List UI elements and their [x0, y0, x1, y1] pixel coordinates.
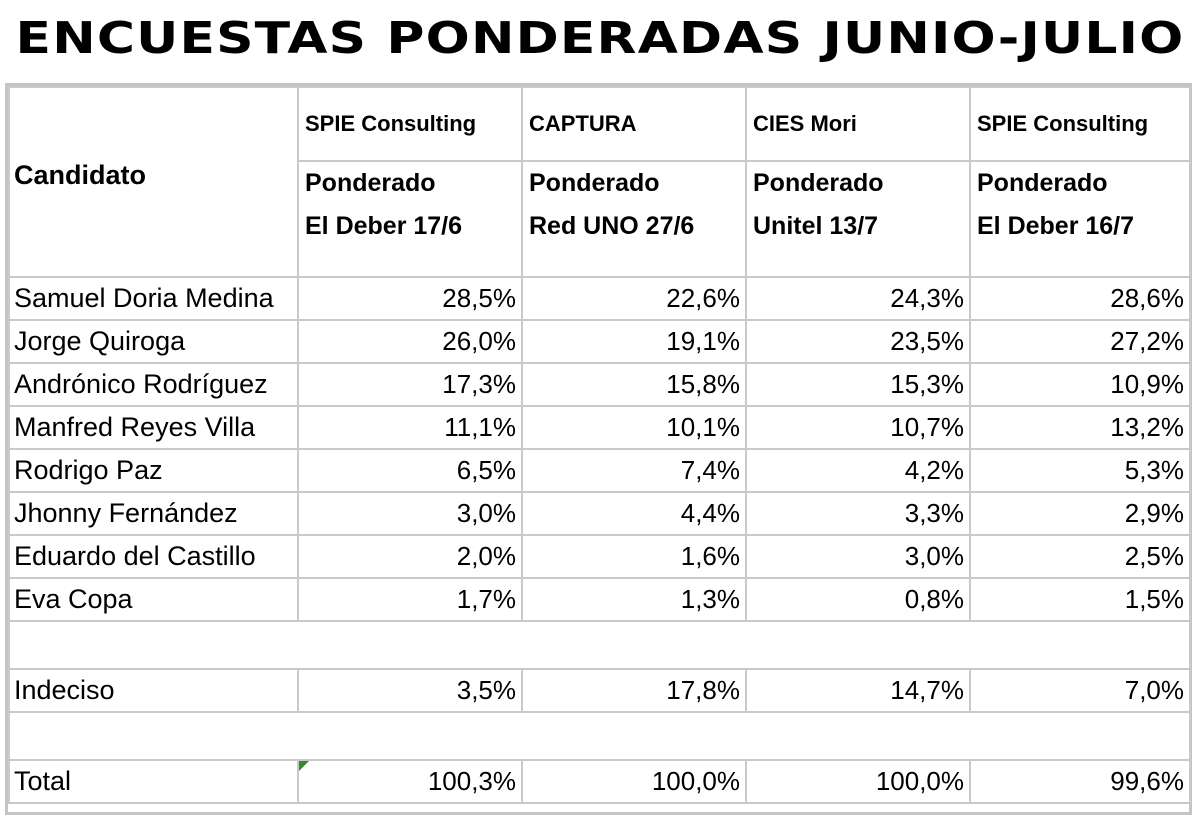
poll-firm-header: CIES Mori: [746, 87, 970, 161]
poll-source-header: [746, 161, 970, 277]
percentage-cell: 3,0%: [746, 535, 970, 578]
percentage-cell: 10,1%: [522, 406, 746, 449]
percentage-cell: 4,4%: [522, 492, 746, 535]
percentage-cell: 13,2%: [970, 406, 1190, 449]
percentage-cell: 28,6%: [970, 277, 1190, 320]
undecided-label: Indeciso: [9, 669, 298, 712]
poll-source-header: [522, 161, 746, 277]
total-cell: [298, 760, 522, 803]
poll-table: [8, 86, 1191, 804]
poll-method: Ponderado: [753, 169, 884, 197]
percentage-cell: 19,1%: [522, 320, 746, 363]
percentage-cell: 15,3%: [746, 363, 970, 406]
percentage-cell: 27,2%: [970, 320, 1190, 363]
poll-media-date: El Deber 17/6: [305, 212, 463, 240]
table-row: [9, 320, 1190, 363]
candidate-name: Manfred Reyes Villa: [9, 406, 298, 449]
total-cell: 100,0%: [522, 760, 746, 803]
poll-method: Ponderado: [529, 169, 660, 197]
poll-method: Ponderado: [977, 169, 1108, 197]
poll-media-date: El Deber 16/7: [977, 212, 1135, 240]
percentage-cell: 7,4%: [522, 449, 746, 492]
percentage-cell: 14,7%: [746, 669, 970, 712]
percentage-cell: 10,9%: [970, 363, 1190, 406]
header-row-firms: [9, 87, 1190, 161]
table-row: [9, 363, 1190, 406]
percentage-cell: 17,3%: [298, 363, 522, 406]
percentage-cell: 17,8%: [522, 669, 746, 712]
candidate-name: Andrónico Rodríguez: [9, 363, 298, 406]
percentage-cell: 2,9%: [970, 492, 1190, 535]
blank-row: [9, 712, 1190, 760]
total-row: [9, 760, 1190, 803]
blank-cell: [9, 712, 1190, 760]
percentage-cell: 26,0%: [298, 320, 522, 363]
undecided-row: [9, 669, 1190, 712]
table-row: [9, 492, 1190, 535]
table-row: [9, 449, 1190, 492]
total-value: 100,3%: [427, 766, 516, 796]
blank-cell: [9, 621, 1190, 669]
percentage-cell: 3,0%: [298, 492, 522, 535]
table-row: [9, 277, 1190, 320]
percentage-cell: 11,1%: [298, 406, 522, 449]
table-row: [9, 406, 1190, 449]
blank-row: [9, 621, 1190, 669]
table-row: [9, 535, 1190, 578]
percentage-cell: 4,2%: [746, 449, 970, 492]
percentage-cell: 2,0%: [298, 535, 522, 578]
poll-media-date: Unitel 13/7: [753, 212, 879, 240]
table-row: [9, 578, 1190, 621]
percentage-cell: 3,5%: [298, 669, 522, 712]
percentage-cell: 23,5%: [746, 320, 970, 363]
candidate-name: Eva Copa: [9, 578, 298, 621]
percentage-cell: 24,3%: [746, 277, 970, 320]
percentage-cell: 6,5%: [298, 449, 522, 492]
candidate-name: Jhonny Fernández: [9, 492, 298, 535]
poll-method: Ponderado: [305, 169, 436, 197]
percentage-cell: 7,0%: [970, 669, 1190, 712]
percentage-cell: 22,6%: [522, 277, 746, 320]
poll-table-container: [5, 83, 1192, 815]
candidate-name: Eduardo del Castillo: [9, 535, 298, 578]
poll-firm-header: CAPTURA: [522, 87, 746, 161]
percentage-cell: 1,6%: [522, 535, 746, 578]
percentage-cell: 0,8%: [746, 578, 970, 621]
poll-media-date: Red UNO 27/6: [529, 212, 695, 240]
total-cell: 99,6%: [970, 760, 1190, 803]
percentage-cell: 1,5%: [970, 578, 1190, 621]
percentage-cell: 5,3%: [970, 449, 1190, 492]
percentage-cell: 1,7%: [298, 578, 522, 621]
total-label: Total: [9, 760, 298, 803]
percentage-cell: 3,3%: [746, 492, 970, 535]
cell-comment-marker: [299, 761, 309, 771]
percentage-cell: 2,5%: [970, 535, 1190, 578]
candidate-name: Jorge Quiroga: [9, 320, 298, 363]
poll-firm-header: SPIE Consulting: [298, 87, 522, 161]
poll-source-header: [970, 161, 1190, 277]
percentage-cell: 28,5%: [298, 277, 522, 320]
candidate-name: Rodrigo Paz: [9, 449, 298, 492]
percentage-cell: 15,8%: [522, 363, 746, 406]
total-cell: 100,0%: [746, 760, 970, 803]
page-title: ENCUESTAS PONDERADAS JUNIO-JULIO: [15, 13, 1185, 64]
poll-source-header: [298, 161, 522, 277]
percentage-cell: 1,3%: [522, 578, 746, 621]
candidate-header: Candidato: [9, 87, 298, 277]
poll-firm-header: SPIE Consulting: [970, 87, 1190, 161]
candidate-name: Samuel Doria Medina: [9, 277, 298, 320]
percentage-cell: 10,7%: [746, 406, 970, 449]
